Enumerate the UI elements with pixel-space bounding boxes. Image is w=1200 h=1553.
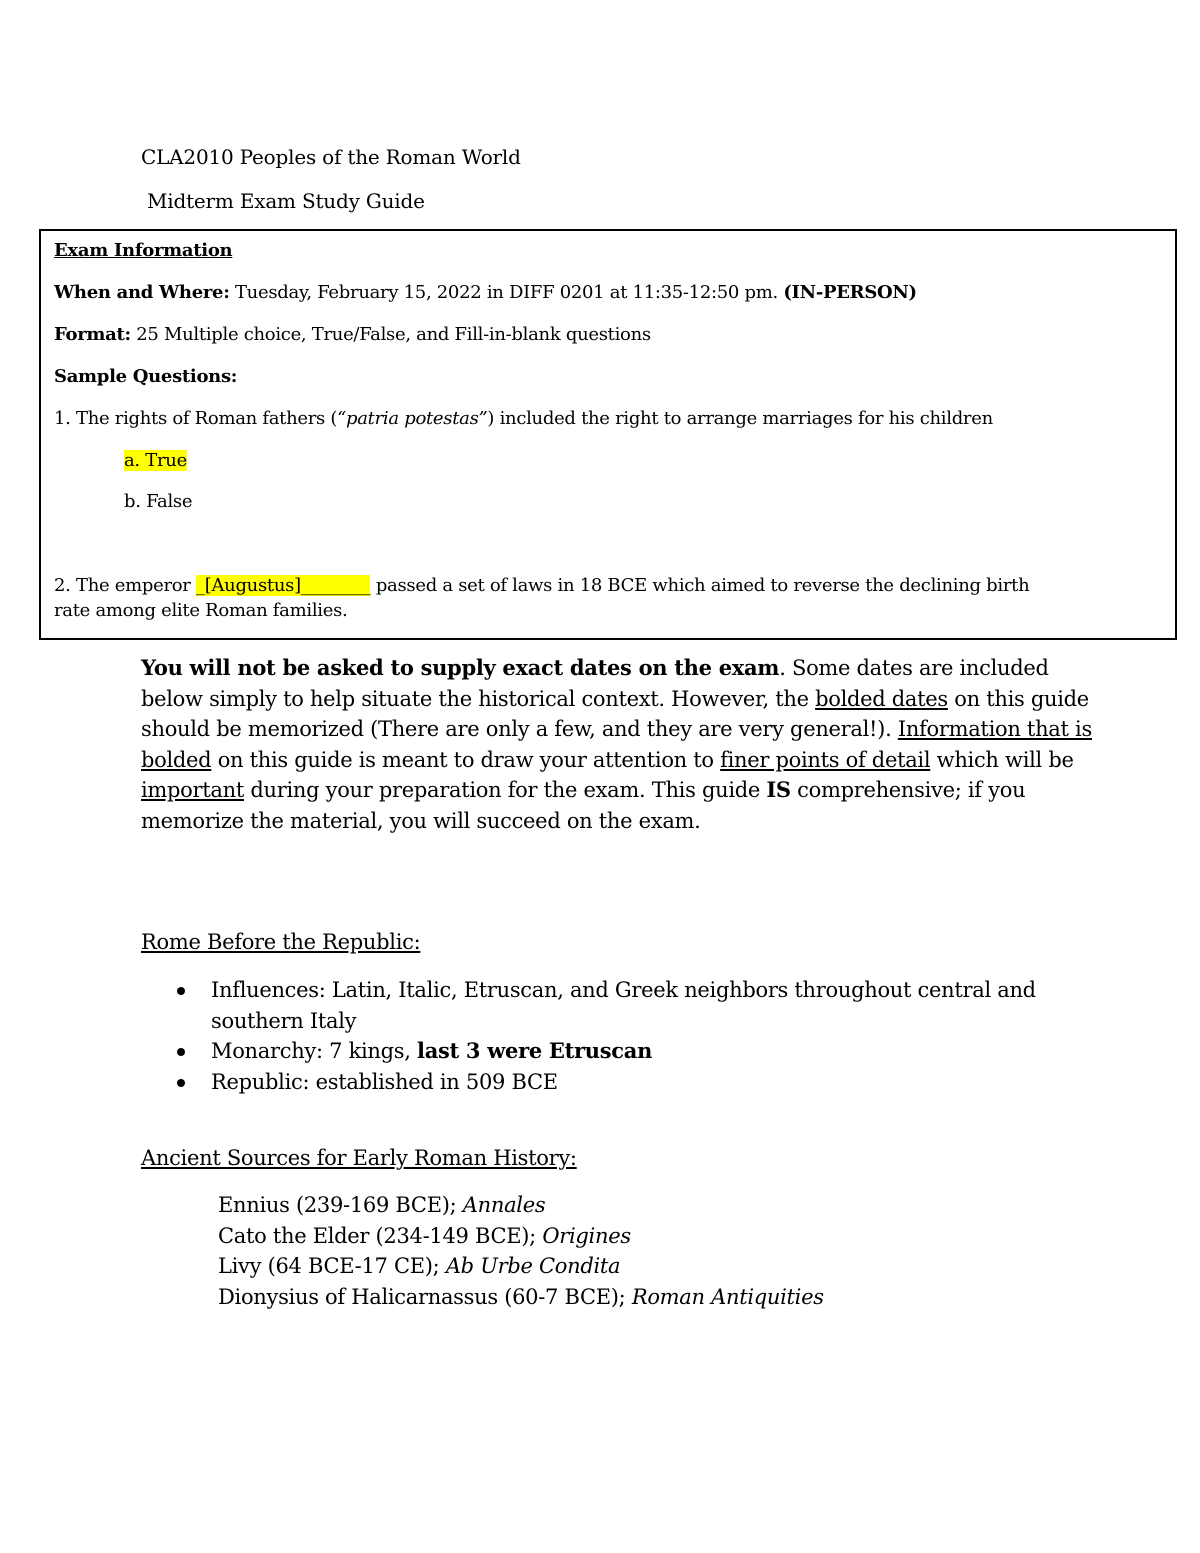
rome-bullet-list: [175, 975, 1075, 1097]
list-item-text: Influences: Latin, Italic, Etruscan, and Greek neighbors throughout central and southern Italy: [211, 978, 1036, 1033]
intro-text-3: on this guide is meant to draw your attention to: [211, 747, 721, 772]
intro-underline-3: finer points of detail: [720, 747, 931, 772]
document-subtitle: Midterm Exam Study Guide: [147, 189, 425, 213]
source-author: Ennius (239-169 BCE);: [218, 1193, 463, 1217]
source-author: Cato the Elder (234-149 BCE);: [218, 1223, 543, 1248]
bullet-icon: [177, 987, 185, 995]
question-1-suffix: ) included the right to arrange marriages for his children: [487, 408, 993, 429]
intro-text-5: during your preparation for the exam. This guide: [243, 778, 767, 803]
question-2-answer: _[Augustus]________: [196, 575, 371, 596]
intro-bold-is: IS: [766, 777, 791, 803]
question-1-term: “patria potestas”: [337, 408, 488, 429]
intro-text-1: . Some dates are included below simply to help situate the historical context. However, the: [141, 656, 1049, 711]
source-entry: [218, 1221, 824, 1252]
section-title-sources: Ancient Sources for Early Roman History:: [141, 1146, 577, 1170]
bullet-icon: [177, 1079, 185, 1087]
question-2-prefix: 2. The emperor: [54, 575, 197, 596]
list-item-text: Republic: established in 509 BCE: [211, 1069, 558, 1094]
question-2-continuation: rate among elite Roman families.: [54, 600, 348, 621]
format-value: 25 Multiple choice, True/False, and Fill-in-blank questions: [130, 324, 651, 345]
question-1-prefix: 1. The rights of Roman fathers (: [54, 408, 338, 429]
sources-list: [218, 1190, 824, 1312]
section-title-rome: Rome Before the Republic:: [141, 930, 421, 954]
source-author: Dionysius of Halicarnassus (60-7 BCE);: [218, 1284, 632, 1309]
exam-info-heading: Exam Information: [54, 240, 233, 261]
format-label: Format:: [54, 324, 131, 345]
intro-underline-2: Information that is bolded: [141, 717, 1092, 772]
source-entry: [218, 1190, 824, 1221]
source-work: Annales: [462, 1193, 546, 1217]
source-work: Origines: [542, 1223, 631, 1248]
question-2-suffix: passed a set of laws in 18 BCE which aimed to reverse the declining birth: [370, 575, 1030, 596]
intro-text-6: comprehensive; if you memorize the material, you will succeed on the exam.: [141, 778, 1026, 833]
format-line: [54, 324, 651, 345]
source-entry: [218, 1251, 824, 1282]
question-1: [54, 408, 993, 429]
list-item-bold: last 3 were Etruscan: [417, 1038, 653, 1063]
intro-underline-1: bolded dates: [815, 686, 948, 711]
source-work: Ab Urbe Condita: [445, 1254, 621, 1278]
question-2: [54, 575, 1029, 596]
list-item-text: Monarchy: 7 kings,: [211, 1039, 418, 1063]
question-1-option-a: [124, 450, 187, 471]
intro-underline-4: important: [141, 778, 244, 803]
question-1-option-b: b. False: [124, 491, 193, 512]
list-item: [175, 975, 1075, 1036]
intro-bold-lead: You will not be asked to supply exact dates on the exam: [141, 655, 780, 680]
intro-text-4: which will be: [930, 747, 1074, 772]
when-where-value: Tuesday, February 15, 2022 in DIFF 0201 at 11:35-12:50 pm.: [229, 282, 784, 303]
answer-highlight: a. True: [124, 450, 187, 471]
list-item: [175, 1067, 1075, 1098]
course-title: CLA2010 Peoples of the Roman World: [141, 145, 521, 169]
bullet-icon: [177, 1048, 185, 1056]
intro-text-2: on this guide should be memorized (There are only a few, and they are very general!).: [141, 686, 1089, 742]
source-entry: [218, 1282, 824, 1313]
source-work: Roman Antiquities: [631, 1284, 824, 1309]
sample-questions-label: Sample Questions:: [54, 366, 238, 387]
when-where-line: [54, 282, 917, 303]
source-author: Livy (64 BCE-17 CE);: [218, 1254, 446, 1278]
when-where-label: When and Where:: [54, 282, 230, 303]
intro-paragraph: [141, 653, 1101, 837]
exam-mode: (IN-PERSON): [783, 282, 917, 303]
list-item: [175, 1036, 1075, 1067]
